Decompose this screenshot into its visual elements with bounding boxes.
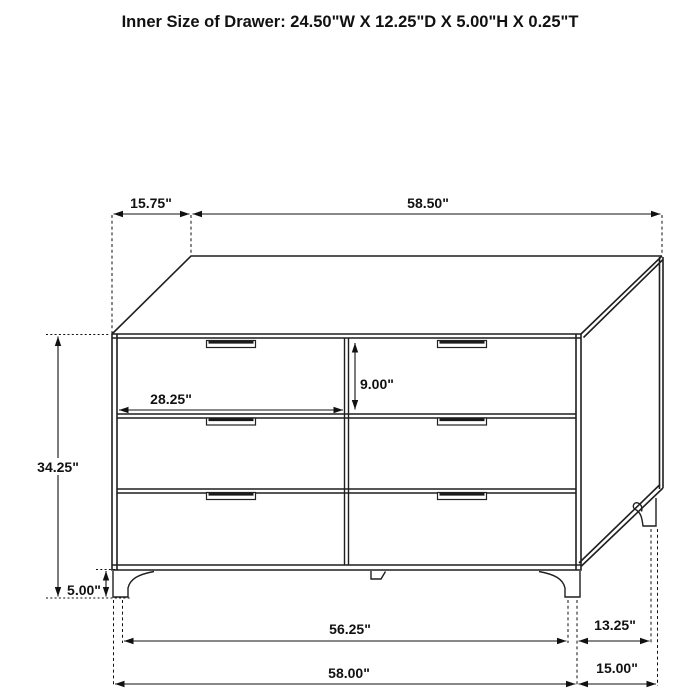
drawer-handle-icon (207, 493, 256, 500)
drawer-handle-icon (207, 418, 256, 425)
dim-label-leg-depth-span: 13.25" (594, 617, 636, 633)
drawer-handle-icon (438, 418, 487, 425)
dim-label-leg-height: 5.00" (67, 582, 101, 598)
drawer-handle-icon (438, 493, 487, 500)
dim-label-drawer-front-height: 9.00" (360, 376, 394, 392)
dim-label-cabinet-height: 34.25" (37, 459, 79, 475)
dim-label-overall-width: 58.00" (328, 665, 370, 681)
drawer-handle-icon (438, 341, 487, 348)
dim-label-top-depth-offset: 15.75" (130, 195, 172, 211)
drawer-handle-icon (207, 341, 256, 348)
dim-label-top-width: 58.50" (407, 195, 449, 211)
dim-label-overall-depth: 15.00" (596, 660, 638, 676)
diagram-title: Inner Size of Drawer: 24.50"W X 12.25"D X 5.00"H X 0.25"T (121, 13, 579, 31)
dim-label-front-leg-span: 56.25" (329, 621, 371, 637)
dim-label-drawer-opening-width: 28.25" (150, 391, 192, 407)
